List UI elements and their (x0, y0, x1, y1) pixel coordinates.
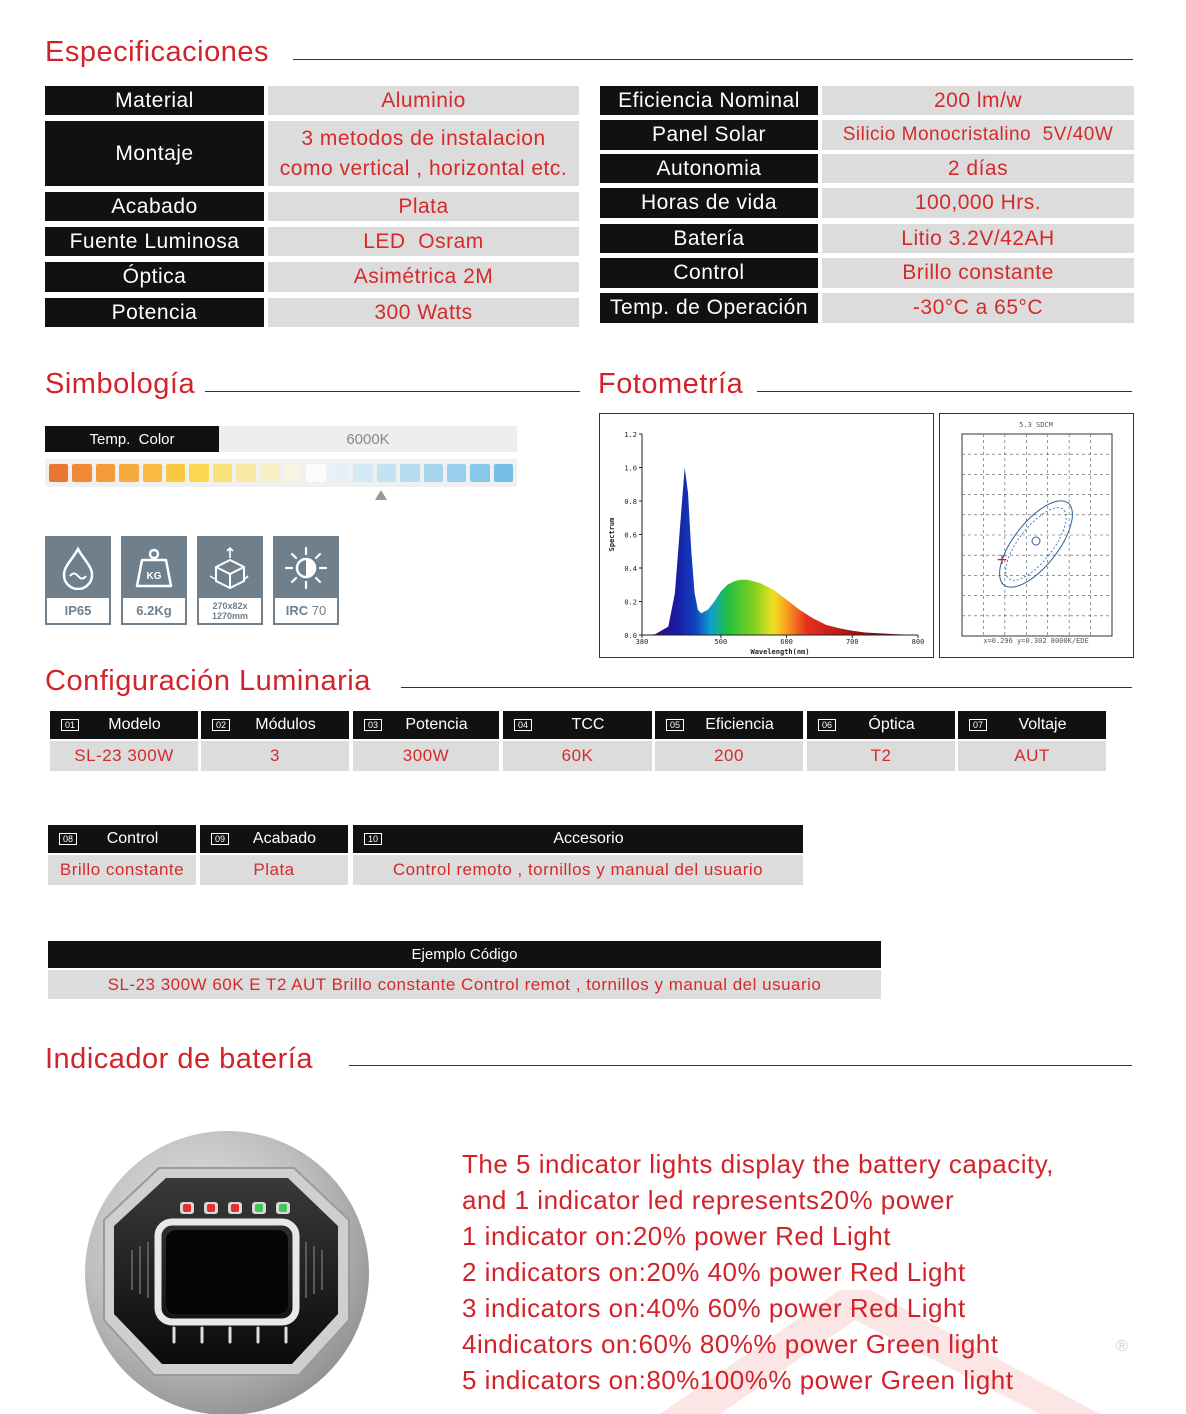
x-tick-label: 600 (780, 638, 793, 646)
battery-description (462, 1146, 1162, 1398)
config-number: 02 (212, 719, 230, 731)
config-header (200, 825, 348, 853)
config-header (807, 711, 955, 739)
spec-label: Panel Solar (600, 120, 818, 150)
spec-row-acabado (45, 192, 579, 221)
specs-title: Especificaciones (45, 36, 269, 68)
spec-label: Acabado (45, 192, 264, 221)
x-axis-label: Wavelength(nm) (750, 648, 810, 656)
weight-badge (121, 536, 187, 625)
y-tick-label: 0.0 (624, 632, 637, 640)
config-number: 01 (61, 719, 79, 731)
config-number: 03 (364, 719, 382, 731)
color-temp-header (45, 426, 517, 452)
dimensions-icon (199, 538, 261, 598)
battery-line: 1 indicator on:20% power Red Light (462, 1221, 891, 1251)
weight-caption: 6.2Kg (136, 602, 172, 618)
symbology-title: Simbología (45, 368, 196, 400)
cri-caption-value: 70 (311, 602, 327, 618)
photometry-title: Fotometría (598, 368, 744, 400)
config-header (201, 711, 349, 739)
spec-label: Temp. de Operación (600, 293, 818, 323)
y-axis-label: Spectrum (608, 517, 616, 552)
config-number: 07 (969, 719, 987, 731)
color-swatch (119, 464, 138, 482)
color-temp-scale (45, 459, 517, 487)
config-cell-06 (807, 711, 955, 771)
spec-row-eficiencia (600, 86, 1134, 115)
chromaticity-chart (939, 413, 1134, 658)
color-swatch (377, 464, 396, 482)
spec-row-autonomia (600, 154, 1134, 183)
color-swatch (236, 464, 255, 482)
weight-icon (123, 538, 185, 598)
sdcm-center-point (1032, 537, 1040, 545)
config-value: 60K (503, 741, 652, 771)
config-value: 3 (201, 741, 349, 771)
spec-label: Óptica (45, 262, 264, 292)
spec-value: Brillo constante (822, 258, 1134, 288)
spec-label: Material (45, 86, 264, 115)
spec-row-control (600, 258, 1134, 288)
spec-row-temp-operacion (600, 293, 1134, 323)
spec-value-line: como vertical , horizontal etc. (279, 156, 568, 180)
config-cell-01 (50, 711, 198, 771)
config-value: Brillo constante (48, 855, 196, 885)
color-swatch (330, 464, 349, 482)
example-code-value: SL-23 300W 60K E T2 AUT Brillo constante Control remot , tornillos y manual del usuario (48, 970, 881, 999)
spec-value: 200 lm/w (822, 86, 1134, 115)
color-temp-marker-icon (375, 490, 387, 500)
battery-line: 3 indicators on:40% 60% power Red Light (462, 1293, 966, 1323)
config-cell-09 (200, 825, 348, 885)
config-cell-05 (655, 711, 803, 771)
color-swatch (494, 464, 513, 482)
x-tick-label: 500 (714, 638, 728, 646)
config-header (353, 711, 499, 739)
config-header (353, 825, 803, 853)
color-swatch (260, 464, 279, 482)
spec-value: Asimétrica 2M (268, 262, 579, 292)
sdcm-title: 5.3 SDCM (1019, 421, 1053, 429)
config-value: Control remoto , tornillos y manual del usuario (353, 855, 803, 885)
symbology-title-rule (205, 391, 580, 392)
config-label: Acabado (252, 830, 317, 847)
color-swatch (143, 464, 162, 482)
spec-label: Montaje (45, 121, 264, 186)
config-header (503, 711, 652, 739)
spec-value: 2 días (822, 154, 1134, 183)
color-swatch (424, 464, 443, 482)
spec-row-montaje (45, 121, 579, 186)
battery-led (279, 1204, 287, 1212)
color-swatch (353, 464, 372, 482)
photometry-title-rule (757, 391, 1132, 392)
x-tick-label: 380 (635, 638, 649, 646)
config-label: TCC (571, 716, 605, 733)
config-number: 05 (666, 719, 684, 731)
spec-value: Litio 3.2V/42AH (822, 224, 1134, 253)
spectrum-area (642, 468, 918, 636)
color-swatch (166, 464, 185, 482)
config-header (48, 825, 196, 853)
ip-rating-badge (45, 536, 111, 625)
color-swatch (283, 464, 302, 482)
config-title: Configuración Luminaria (45, 665, 371, 697)
config-number: 08 (59, 833, 77, 845)
spec-value: 300 Watts (268, 298, 579, 327)
config-cell-03 (353, 711, 499, 771)
color-swatch (72, 464, 91, 482)
config-number: 09 (211, 833, 229, 845)
config-value: 300W (353, 741, 499, 771)
ip-rating-caption: IP65 (64, 602, 92, 618)
config-label: Potencia (405, 716, 468, 733)
config-cell-08 (48, 825, 196, 885)
water-drop-icon (47, 538, 109, 598)
battery-title: Indicador de batería (45, 1043, 313, 1075)
config-cell-10 (353, 825, 803, 885)
spec-label: Fuente Luminosa (45, 227, 264, 256)
config-header (50, 711, 198, 739)
specs-title-rule (293, 59, 1133, 60)
spec-row-fuente (45, 227, 579, 256)
color-swatch (470, 464, 489, 482)
spec-value (268, 121, 579, 186)
battery-line: The 5 indicator lights display the battery capacity, (462, 1149, 1055, 1179)
color-swatch (213, 464, 232, 482)
y-tick-label: 0.8 (624, 498, 637, 506)
color-swatch (49, 464, 68, 482)
cri-badge (273, 536, 339, 625)
battery-line: 2 indicators on:20% 40% power Red Light (462, 1257, 966, 1287)
battery-led (183, 1204, 191, 1212)
config-value: AUT (958, 741, 1106, 771)
config-header (958, 711, 1106, 739)
sdcm-ellipse-outer (987, 489, 1086, 598)
spec-row-potencia (45, 298, 579, 327)
spec-row-bateria (600, 224, 1134, 253)
y-tick-label: 0.4 (624, 565, 637, 573)
spec-label: Potencia (45, 298, 264, 327)
spec-value: Aluminio (268, 86, 579, 115)
battery-led (207, 1204, 215, 1212)
battery-line: and 1 indicator led represents20% power (462, 1185, 955, 1215)
sun-icon (275, 538, 337, 598)
spec-row-material (45, 86, 579, 115)
battery-line: 5 indicators on:80%100%% power Green light (462, 1365, 1014, 1395)
spec-value: Silicio Monocristalino 5V/40W (822, 120, 1134, 150)
config-number: 10 (364, 833, 382, 845)
config-label: Modelo (108, 716, 161, 733)
spec-label: Batería (600, 224, 818, 253)
spectrum-chart (599, 413, 934, 658)
config-label: Eficiencia (705, 716, 774, 733)
config-label: Voltaje (1018, 716, 1067, 733)
config-label: Control (106, 830, 159, 847)
sdcm-measured-point: + (996, 552, 1008, 568)
color-temp-label: Temp. Color (45, 426, 219, 452)
cri-caption-bold: IRC (285, 602, 309, 618)
color-swatch (400, 464, 419, 482)
spec-label: Autonomia (600, 154, 818, 183)
spec-value-line: 3 metodos de instalacion (301, 126, 546, 150)
x-tick-label: 800 (911, 638, 925, 646)
spec-row-panel-solar (600, 120, 1134, 150)
config-label: Óptica (868, 716, 915, 733)
config-number: 06 (818, 719, 836, 731)
spec-label: Control (600, 258, 818, 288)
config-label: Módulos (255, 716, 316, 733)
y-tick-label: 1.0 (624, 464, 637, 473)
example-code-label: Ejemplo Código (48, 941, 881, 968)
y-tick-label: 0.2 (624, 598, 637, 607)
x-tick-label: 700 (845, 638, 859, 646)
spec-row-optica (45, 262, 579, 292)
config-title-rule (401, 687, 1132, 688)
sdcm-plot (940, 414, 1133, 657)
color-swatch (189, 464, 208, 482)
config-value: Plata (200, 855, 348, 885)
config-header (655, 711, 803, 739)
dimensions-badge (197, 536, 263, 625)
battery-line: 4indicators on:60% 80%% power Green light (462, 1329, 999, 1359)
spec-value: -30°C a 65°C (822, 293, 1134, 323)
spec-value: LED Osram (268, 227, 579, 256)
battery-indicator-photo (84, 1130, 370, 1414)
dimensions-caption-line: 1270mm (211, 610, 249, 621)
config-label: Accesorio (553, 830, 624, 847)
config-value: SL-23 300W (50, 741, 198, 771)
config-number: 04 (514, 719, 532, 731)
config-value: 200 (655, 741, 803, 771)
dimensions-caption (199, 598, 261, 623)
spec-label: Eficiencia Nominal (600, 86, 818, 115)
spec-value: Plata (268, 192, 579, 221)
battery-title-rule (349, 1065, 1132, 1066)
config-cell-02 (201, 711, 349, 771)
color-swatch (447, 464, 466, 482)
config-cell-07 (958, 711, 1106, 771)
y-tick-label: 1.2 (624, 431, 637, 439)
weight-icon-symbol: KG (146, 571, 162, 582)
color-swatch (306, 464, 325, 482)
sdcm-footer: x=0.296 y=0.302 8000K/EDE (983, 637, 1089, 645)
registered-mark: ® (1116, 1338, 1128, 1355)
battery-led (255, 1204, 263, 1212)
spec-label: Horas de vida (600, 188, 818, 218)
color-swatch (96, 464, 115, 482)
y-tick-label: 0.6 (624, 531, 637, 540)
spec-row-horas (600, 188, 1134, 218)
spec-value: 100,000 Hrs. (822, 188, 1134, 218)
dimensions-caption-line: 270x82x (212, 600, 248, 611)
spectrum-plot (600, 414, 933, 657)
color-temp-value: 6000K (219, 426, 517, 452)
config-cell-04 (503, 711, 652, 771)
config-value: T2 (807, 741, 955, 771)
cri-caption (275, 598, 337, 623)
battery-led (231, 1204, 239, 1212)
